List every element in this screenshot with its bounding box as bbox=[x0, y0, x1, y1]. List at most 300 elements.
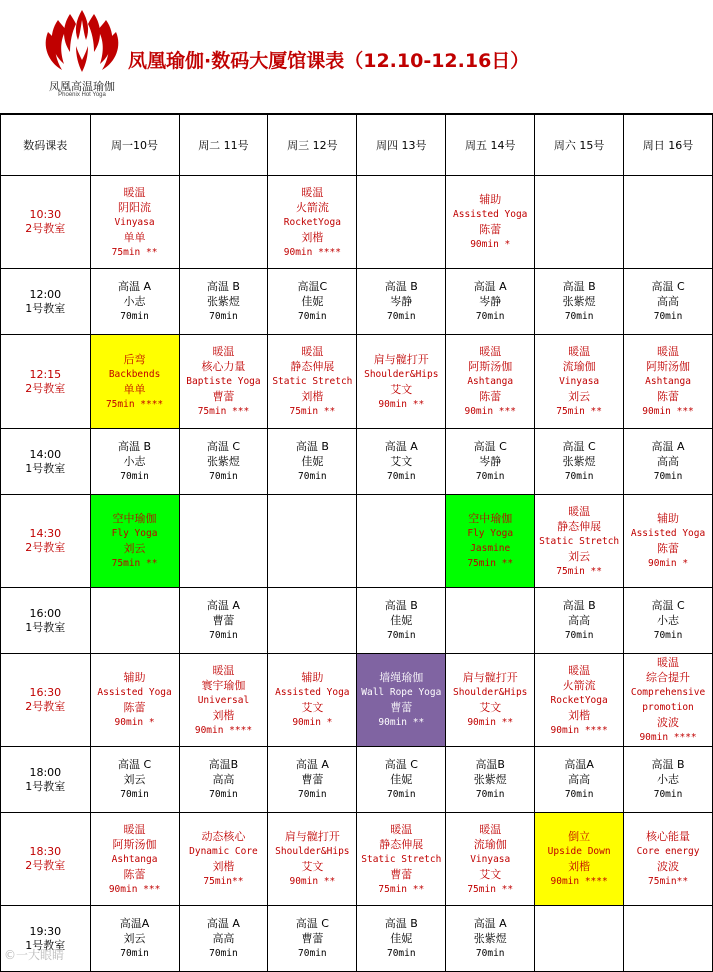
class-line: 曹蕾 bbox=[390, 701, 413, 714]
class-cell bbox=[357, 813, 446, 906]
class-line: 高温 B bbox=[562, 280, 596, 293]
class-line: 高温 C bbox=[562, 440, 596, 453]
class-line: 高温 A bbox=[473, 280, 507, 293]
class-cell bbox=[357, 747, 446, 813]
empty-cell bbox=[90, 588, 179, 654]
class-line: 单单 bbox=[123, 230, 146, 244]
class-line: 暖温 bbox=[390, 822, 413, 836]
empty-cell bbox=[179, 495, 268, 588]
class-line: 70min bbox=[475, 789, 505, 800]
class-line: Assisted Yoga bbox=[630, 528, 706, 539]
room-label: 2号教室 bbox=[25, 541, 66, 554]
class-line: 75min ** bbox=[467, 883, 514, 895]
class-line: 70min bbox=[475, 471, 505, 482]
class-line: Universal bbox=[197, 694, 250, 706]
class-line: 90min * bbox=[292, 717, 333, 728]
time-slot-cell bbox=[1, 176, 91, 269]
class-line: 90min *** bbox=[642, 406, 694, 417]
class-line: 高高 bbox=[212, 932, 235, 945]
class-line: 70min bbox=[386, 630, 416, 641]
class-line: 75min** bbox=[203, 876, 244, 887]
class-cell bbox=[268, 654, 357, 747]
class-line: 高温 A bbox=[206, 917, 240, 930]
empty-cell bbox=[179, 176, 268, 269]
class-line: 刘云 bbox=[568, 549, 591, 563]
day-header: 周五 14号 bbox=[446, 115, 535, 176]
class-cell bbox=[357, 269, 446, 335]
day-header: 周四 13号 bbox=[357, 115, 446, 176]
class-line: 暖温 bbox=[123, 822, 146, 836]
class-cell bbox=[535, 495, 624, 588]
class-line: Comprehensive bbox=[630, 687, 706, 698]
class-cell bbox=[179, 269, 268, 335]
day-header: 周三 12号 bbox=[268, 115, 357, 176]
class-line: 70min bbox=[564, 311, 594, 322]
class-line: 90min * bbox=[114, 717, 155, 728]
class-line: 70min bbox=[386, 789, 416, 800]
class-cell bbox=[90, 654, 179, 747]
class-line: 高温 C bbox=[117, 758, 152, 771]
class-line: 暖温 bbox=[568, 504, 591, 518]
empty-cell bbox=[535, 906, 624, 972]
class-line: 70min bbox=[475, 948, 505, 959]
class-cell bbox=[357, 588, 446, 654]
time-label: 12:15 bbox=[29, 367, 62, 381]
class-cell bbox=[624, 813, 713, 906]
class-line: Jasmine bbox=[470, 543, 511, 554]
class-line: 高高 bbox=[657, 295, 680, 308]
empty-cell bbox=[535, 176, 624, 269]
class-line: 艾文 bbox=[301, 701, 324, 714]
class-cell bbox=[446, 747, 535, 813]
room-label: 2号教室 bbox=[25, 700, 66, 713]
class-line: 曹蕾 bbox=[212, 390, 235, 403]
class-cell bbox=[624, 429, 713, 495]
class-cell bbox=[446, 429, 535, 495]
class-line: 75min ** bbox=[378, 883, 425, 895]
class-line: 佳妮 bbox=[390, 773, 413, 786]
class-line: 张紫煜 bbox=[206, 455, 240, 468]
room-label: 2号教室 bbox=[25, 859, 66, 872]
class-line: 艾文 bbox=[390, 455, 413, 468]
class-cell bbox=[357, 906, 446, 972]
class-line: 暖温 bbox=[568, 345, 591, 358]
class-line: 刘楷 bbox=[212, 860, 235, 873]
class-line: 90min * bbox=[648, 558, 689, 569]
class-line: 高温 C bbox=[473, 440, 507, 453]
class-line: 75min** bbox=[648, 876, 689, 887]
class-line: 辅助 bbox=[479, 193, 502, 206]
class-line: 90min * bbox=[470, 239, 511, 250]
time-label: 10:30 bbox=[29, 208, 62, 221]
class-line: 暖温 bbox=[479, 822, 502, 836]
class-cell bbox=[446, 176, 535, 269]
schedule-row bbox=[1, 654, 713, 747]
class-line: 单单 bbox=[123, 382, 146, 396]
class-line: 高温 B bbox=[384, 280, 418, 293]
class-line: 高温 A bbox=[118, 280, 152, 293]
corner-label: 数码课表 bbox=[1, 115, 91, 176]
room-label: 1号教室 bbox=[25, 301, 66, 315]
class-line: 波波 bbox=[657, 860, 680, 873]
class-cell bbox=[179, 813, 268, 906]
class-line: 陈蕾 bbox=[123, 701, 146, 714]
class-cell bbox=[90, 269, 179, 335]
class-line: 高高 bbox=[657, 455, 680, 468]
class-cell bbox=[624, 335, 713, 429]
class-line: 70min bbox=[653, 471, 683, 482]
class-line: 暖温 bbox=[123, 185, 146, 199]
phoenix-icon bbox=[40, 6, 124, 78]
class-line: 刘云 bbox=[123, 542, 146, 555]
schedule-row bbox=[1, 747, 713, 813]
time-slot-cell bbox=[1, 654, 91, 747]
class-line: 70min bbox=[120, 948, 149, 959]
class-line: 艾文 bbox=[301, 860, 324, 873]
class-line: 核心力量 bbox=[201, 360, 246, 373]
class-line: 岑静 bbox=[479, 455, 502, 468]
class-line: 波波 bbox=[657, 716, 680, 729]
class-cell bbox=[446, 269, 535, 335]
time-label: 19:30 bbox=[29, 924, 62, 938]
class-line: 高温 C bbox=[206, 440, 241, 453]
class-line: 70min bbox=[298, 948, 327, 959]
class-line: 70min bbox=[475, 311, 505, 322]
time-slot-cell bbox=[1, 588, 91, 654]
class-cell bbox=[624, 654, 713, 747]
class-line: 70min bbox=[209, 311, 238, 322]
class-line: 90min **** bbox=[550, 724, 608, 736]
class-cell bbox=[446, 906, 535, 972]
class-line: 后弯 bbox=[123, 352, 146, 366]
class-line: 90min **** bbox=[283, 246, 341, 258]
class-line: 90min ** bbox=[378, 398, 425, 410]
class-cell bbox=[446, 654, 535, 747]
class-line: 曹蕾 bbox=[301, 773, 324, 786]
class-line: 陈蕾 bbox=[123, 867, 146, 881]
class-line: 高温 B bbox=[118, 440, 152, 453]
class-line: Wall Rope Yoga bbox=[361, 687, 442, 698]
header bbox=[0, 0, 713, 114]
class-line: 肩与髋打开 bbox=[373, 352, 429, 366]
class-line: Core energy bbox=[636, 846, 700, 857]
class-line: 空中瑜伽 bbox=[468, 512, 513, 525]
empty-cell bbox=[357, 495, 446, 588]
class-line: 高温B bbox=[208, 758, 239, 771]
class-line: 70min bbox=[209, 789, 238, 800]
class-line: 岑静 bbox=[390, 295, 413, 308]
class-cell bbox=[90, 495, 179, 588]
class-cell bbox=[446, 813, 535, 906]
class-cell bbox=[535, 813, 624, 906]
class-line: Static Stretch bbox=[539, 535, 620, 547]
class-cell bbox=[90, 747, 179, 813]
class-line: Assisted Yoga bbox=[97, 687, 172, 698]
class-line: 肩与髋打开 bbox=[462, 671, 518, 684]
class-line: 暖温 bbox=[657, 656, 680, 669]
schedule-row bbox=[1, 495, 713, 588]
class-line: 高温B bbox=[475, 758, 505, 771]
empty-cell bbox=[268, 588, 357, 654]
class-line: Ashtanga bbox=[111, 853, 158, 865]
class-line: 刘云 bbox=[568, 390, 591, 403]
time-label: 18:30 bbox=[29, 845, 62, 858]
class-line: 70min bbox=[386, 948, 416, 959]
class-line: 90min **** bbox=[550, 876, 608, 887]
class-line: 动态核心 bbox=[201, 830, 246, 843]
class-line: 曹蕾 bbox=[390, 867, 413, 881]
class-line: 高温 B bbox=[651, 758, 685, 771]
class-line: Fly Yoga bbox=[111, 528, 158, 539]
class-line: 综合提升 bbox=[646, 671, 691, 684]
class-line: 暖温 bbox=[212, 345, 235, 358]
class-cell bbox=[179, 429, 268, 495]
logo-chinese-text: 凤凰高温瑜伽 bbox=[49, 80, 115, 93]
class-line: 高温 B bbox=[384, 599, 418, 612]
class-line: 辅助 bbox=[657, 512, 680, 525]
class-line: 阿斯汤伽 bbox=[112, 837, 157, 851]
time-slot-cell bbox=[1, 747, 91, 813]
class-line: 高温 C bbox=[651, 599, 685, 612]
class-line: 高温 B bbox=[562, 599, 596, 612]
class-line: 陈蕾 bbox=[479, 390, 502, 403]
time-slot-cell bbox=[1, 269, 91, 335]
class-line: Shoulder&Hips bbox=[364, 368, 439, 380]
class-line: 90min *** bbox=[108, 883, 161, 895]
class-line: 刘楷 bbox=[301, 390, 324, 403]
class-line: 高高 bbox=[568, 773, 591, 786]
class-cell bbox=[446, 495, 535, 588]
class-line: 高温 A bbox=[473, 917, 507, 930]
schedule-table bbox=[0, 114, 713, 972]
class-cell bbox=[179, 906, 268, 972]
class-line: 90min *** bbox=[464, 406, 516, 417]
class-cell bbox=[624, 269, 713, 335]
class-cell bbox=[179, 654, 268, 747]
class-line: 寰宇瑜伽 bbox=[201, 678, 246, 692]
class-line: Assisted Yoga bbox=[275, 687, 350, 698]
class-line: 空中瑜伽 bbox=[112, 512, 157, 525]
class-line: 高温 A bbox=[384, 440, 418, 453]
schedule-row bbox=[1, 269, 713, 335]
class-line: 阿斯汤伽 bbox=[468, 360, 513, 373]
class-line: Backbends bbox=[108, 368, 161, 380]
empty-cell bbox=[357, 176, 446, 269]
empty-cell bbox=[268, 495, 357, 588]
class-line: 张紫煜 bbox=[562, 455, 596, 468]
class-cell bbox=[90, 906, 179, 972]
class-line: 70min bbox=[564, 471, 594, 482]
watermark: ©一大眼睛 bbox=[4, 948, 65, 962]
class-cell bbox=[535, 269, 624, 335]
class-line: 70min bbox=[386, 471, 416, 482]
class-line: Fly Yoga bbox=[467, 528, 514, 539]
class-line: 流瑜伽 bbox=[562, 360, 596, 373]
class-line: 暖温 bbox=[301, 345, 324, 358]
class-line: 90min ** bbox=[378, 717, 425, 728]
class-line: 核心能量 bbox=[646, 830, 691, 843]
class-line: 70min bbox=[653, 789, 683, 800]
class-line: 阴阳流 bbox=[118, 200, 152, 214]
class-line: 70min bbox=[209, 471, 238, 482]
class-line: 70min bbox=[564, 789, 594, 800]
class-line: Shoulder&Hips bbox=[275, 846, 350, 857]
class-line: 90min **** bbox=[639, 732, 697, 743]
class-line: 刘楷 bbox=[212, 708, 235, 722]
class-line: Shoulder&Hips bbox=[453, 687, 528, 698]
time-slot-cell bbox=[1, 429, 91, 495]
class-cell bbox=[268, 747, 357, 813]
class-line: RocketYoga bbox=[550, 694, 608, 706]
class-line: 70min bbox=[120, 311, 149, 322]
class-line: 静态伸展 bbox=[379, 837, 424, 851]
empty-cell bbox=[624, 176, 713, 269]
class-line: 暖温 bbox=[479, 345, 502, 358]
class-line: 暖温 bbox=[568, 663, 591, 677]
time-label: 14:30 bbox=[29, 527, 62, 540]
class-line: Dynamic Core bbox=[189, 846, 258, 857]
class-line: 陈蕾 bbox=[657, 542, 680, 555]
time-label: 14:00 bbox=[29, 447, 62, 461]
class-line: 张紫煜 bbox=[473, 932, 507, 945]
time-slot-cell bbox=[1, 495, 91, 588]
class-line: 70min bbox=[298, 471, 327, 482]
class-cell bbox=[624, 588, 713, 654]
class-line: 90min **** bbox=[194, 724, 253, 736]
class-line: 90min ** bbox=[289, 876, 336, 887]
class-line: 高温 B bbox=[295, 440, 329, 453]
class-line: 陈蕾 bbox=[657, 390, 680, 403]
schedule-row bbox=[1, 906, 713, 972]
class-cell bbox=[535, 588, 624, 654]
class-line: 张紫煜 bbox=[206, 295, 240, 308]
class-line: Vinyasa bbox=[559, 376, 600, 387]
class-line: Assisted Yoga bbox=[453, 209, 528, 220]
class-cell bbox=[268, 176, 357, 269]
class-cell bbox=[90, 813, 179, 906]
room-label: 1号教室 bbox=[25, 620, 66, 634]
class-cell bbox=[268, 906, 357, 972]
time-label: 18:00 bbox=[29, 765, 62, 779]
empty-cell bbox=[446, 588, 535, 654]
class-line: 75min ** bbox=[289, 406, 336, 417]
class-cell bbox=[179, 335, 268, 429]
class-cell bbox=[357, 654, 446, 747]
class-line: 90min ** bbox=[467, 717, 514, 728]
class-line: 高温 C bbox=[651, 280, 685, 293]
class-line: Baptiste Yoga bbox=[186, 376, 261, 387]
class-cell bbox=[357, 335, 446, 429]
logo-english-text: Phoenix Hot Yoga bbox=[58, 92, 106, 98]
class-line: 70min bbox=[209, 948, 238, 959]
class-line: 倒立 bbox=[568, 830, 591, 843]
time-label: 12:00 bbox=[29, 287, 62, 301]
class-line: 70min bbox=[564, 630, 594, 641]
time-label: 16:00 bbox=[29, 606, 62, 620]
class-line: 75min ** bbox=[111, 558, 158, 569]
class-line: 曹蕾 bbox=[212, 614, 235, 627]
class-line: 艾文 bbox=[390, 382, 413, 396]
class-cell bbox=[535, 747, 624, 813]
day-header: 周二 11号 bbox=[179, 115, 268, 176]
class-line: RocketYoga bbox=[283, 216, 341, 228]
schedule-row bbox=[1, 176, 713, 269]
class-line: 高温A bbox=[564, 758, 594, 771]
class-line: 70min bbox=[298, 311, 327, 322]
class-line: 高温 B bbox=[384, 917, 418, 930]
class-line: 高温 A bbox=[206, 599, 240, 612]
class-line: 张紫煜 bbox=[473, 773, 507, 786]
class-cell bbox=[268, 335, 357, 429]
class-line: 高温A bbox=[119, 917, 150, 930]
class-line: 70min bbox=[120, 471, 149, 482]
class-cell bbox=[179, 588, 268, 654]
time-label: 16:30 bbox=[29, 686, 62, 699]
room-label: 2号教室 bbox=[25, 222, 66, 235]
room-label: 1号教室 bbox=[25, 938, 66, 952]
class-line: 75min *** bbox=[197, 406, 250, 417]
page-title: 凤凰瑜伽·数码大厦馆课表（12.10-12.16日） bbox=[128, 50, 530, 72]
class-cell bbox=[268, 269, 357, 335]
class-line: Ashtanga bbox=[645, 376, 691, 387]
class-line: 70min bbox=[120, 789, 149, 800]
class-line: 75min ** bbox=[467, 558, 514, 569]
class-cell bbox=[179, 747, 268, 813]
header-row bbox=[1, 115, 713, 176]
room-label: 1号教室 bbox=[25, 461, 66, 475]
class-line: 艾文 bbox=[479, 867, 502, 881]
class-line: 高温 B bbox=[206, 280, 240, 293]
room-label: 2号教室 bbox=[25, 381, 66, 395]
class-line: 75min ** bbox=[111, 246, 158, 258]
room-label: 1号教室 bbox=[25, 779, 66, 793]
class-line: 小志 bbox=[123, 295, 146, 308]
class-line: Ashtanga bbox=[467, 376, 514, 387]
phoenix-logo bbox=[40, 6, 124, 102]
class-line: 静态伸展 bbox=[557, 519, 602, 533]
day-header: 周日 16号 bbox=[624, 115, 713, 176]
class-line: 小志 bbox=[657, 614, 680, 627]
schedule-row bbox=[1, 429, 713, 495]
class-line: 火箭流 bbox=[562, 678, 596, 692]
class-line: 刘楷 bbox=[568, 708, 591, 722]
day-header: 周一10号 bbox=[90, 115, 179, 176]
class-line: 小志 bbox=[657, 773, 680, 786]
class-cell bbox=[624, 495, 713, 588]
class-line: 流瑜伽 bbox=[473, 837, 507, 851]
class-line: 佳妮 bbox=[390, 614, 413, 627]
class-line: 佳妮 bbox=[390, 932, 413, 945]
class-line: 辅助 bbox=[123, 671, 146, 684]
class-line: Vinyasa bbox=[470, 853, 511, 865]
class-line: 暖温 bbox=[301, 185, 324, 199]
class-line: 70min bbox=[653, 630, 683, 641]
class-line: 高温 C bbox=[384, 758, 418, 771]
class-line: 辅助 bbox=[301, 671, 324, 684]
class-cell bbox=[535, 429, 624, 495]
class-cell bbox=[357, 429, 446, 495]
class-line: 70min bbox=[653, 311, 683, 322]
class-cell bbox=[268, 813, 357, 906]
class-line: 75min **** bbox=[105, 398, 164, 410]
schedule-row bbox=[1, 813, 713, 906]
class-cell bbox=[535, 654, 624, 747]
empty-cell bbox=[624, 906, 713, 972]
class-cell bbox=[90, 429, 179, 495]
class-line: 刘云 bbox=[123, 773, 146, 786]
class-line: 暖温 bbox=[212, 663, 235, 677]
class-line: 75min ** bbox=[556, 406, 602, 417]
